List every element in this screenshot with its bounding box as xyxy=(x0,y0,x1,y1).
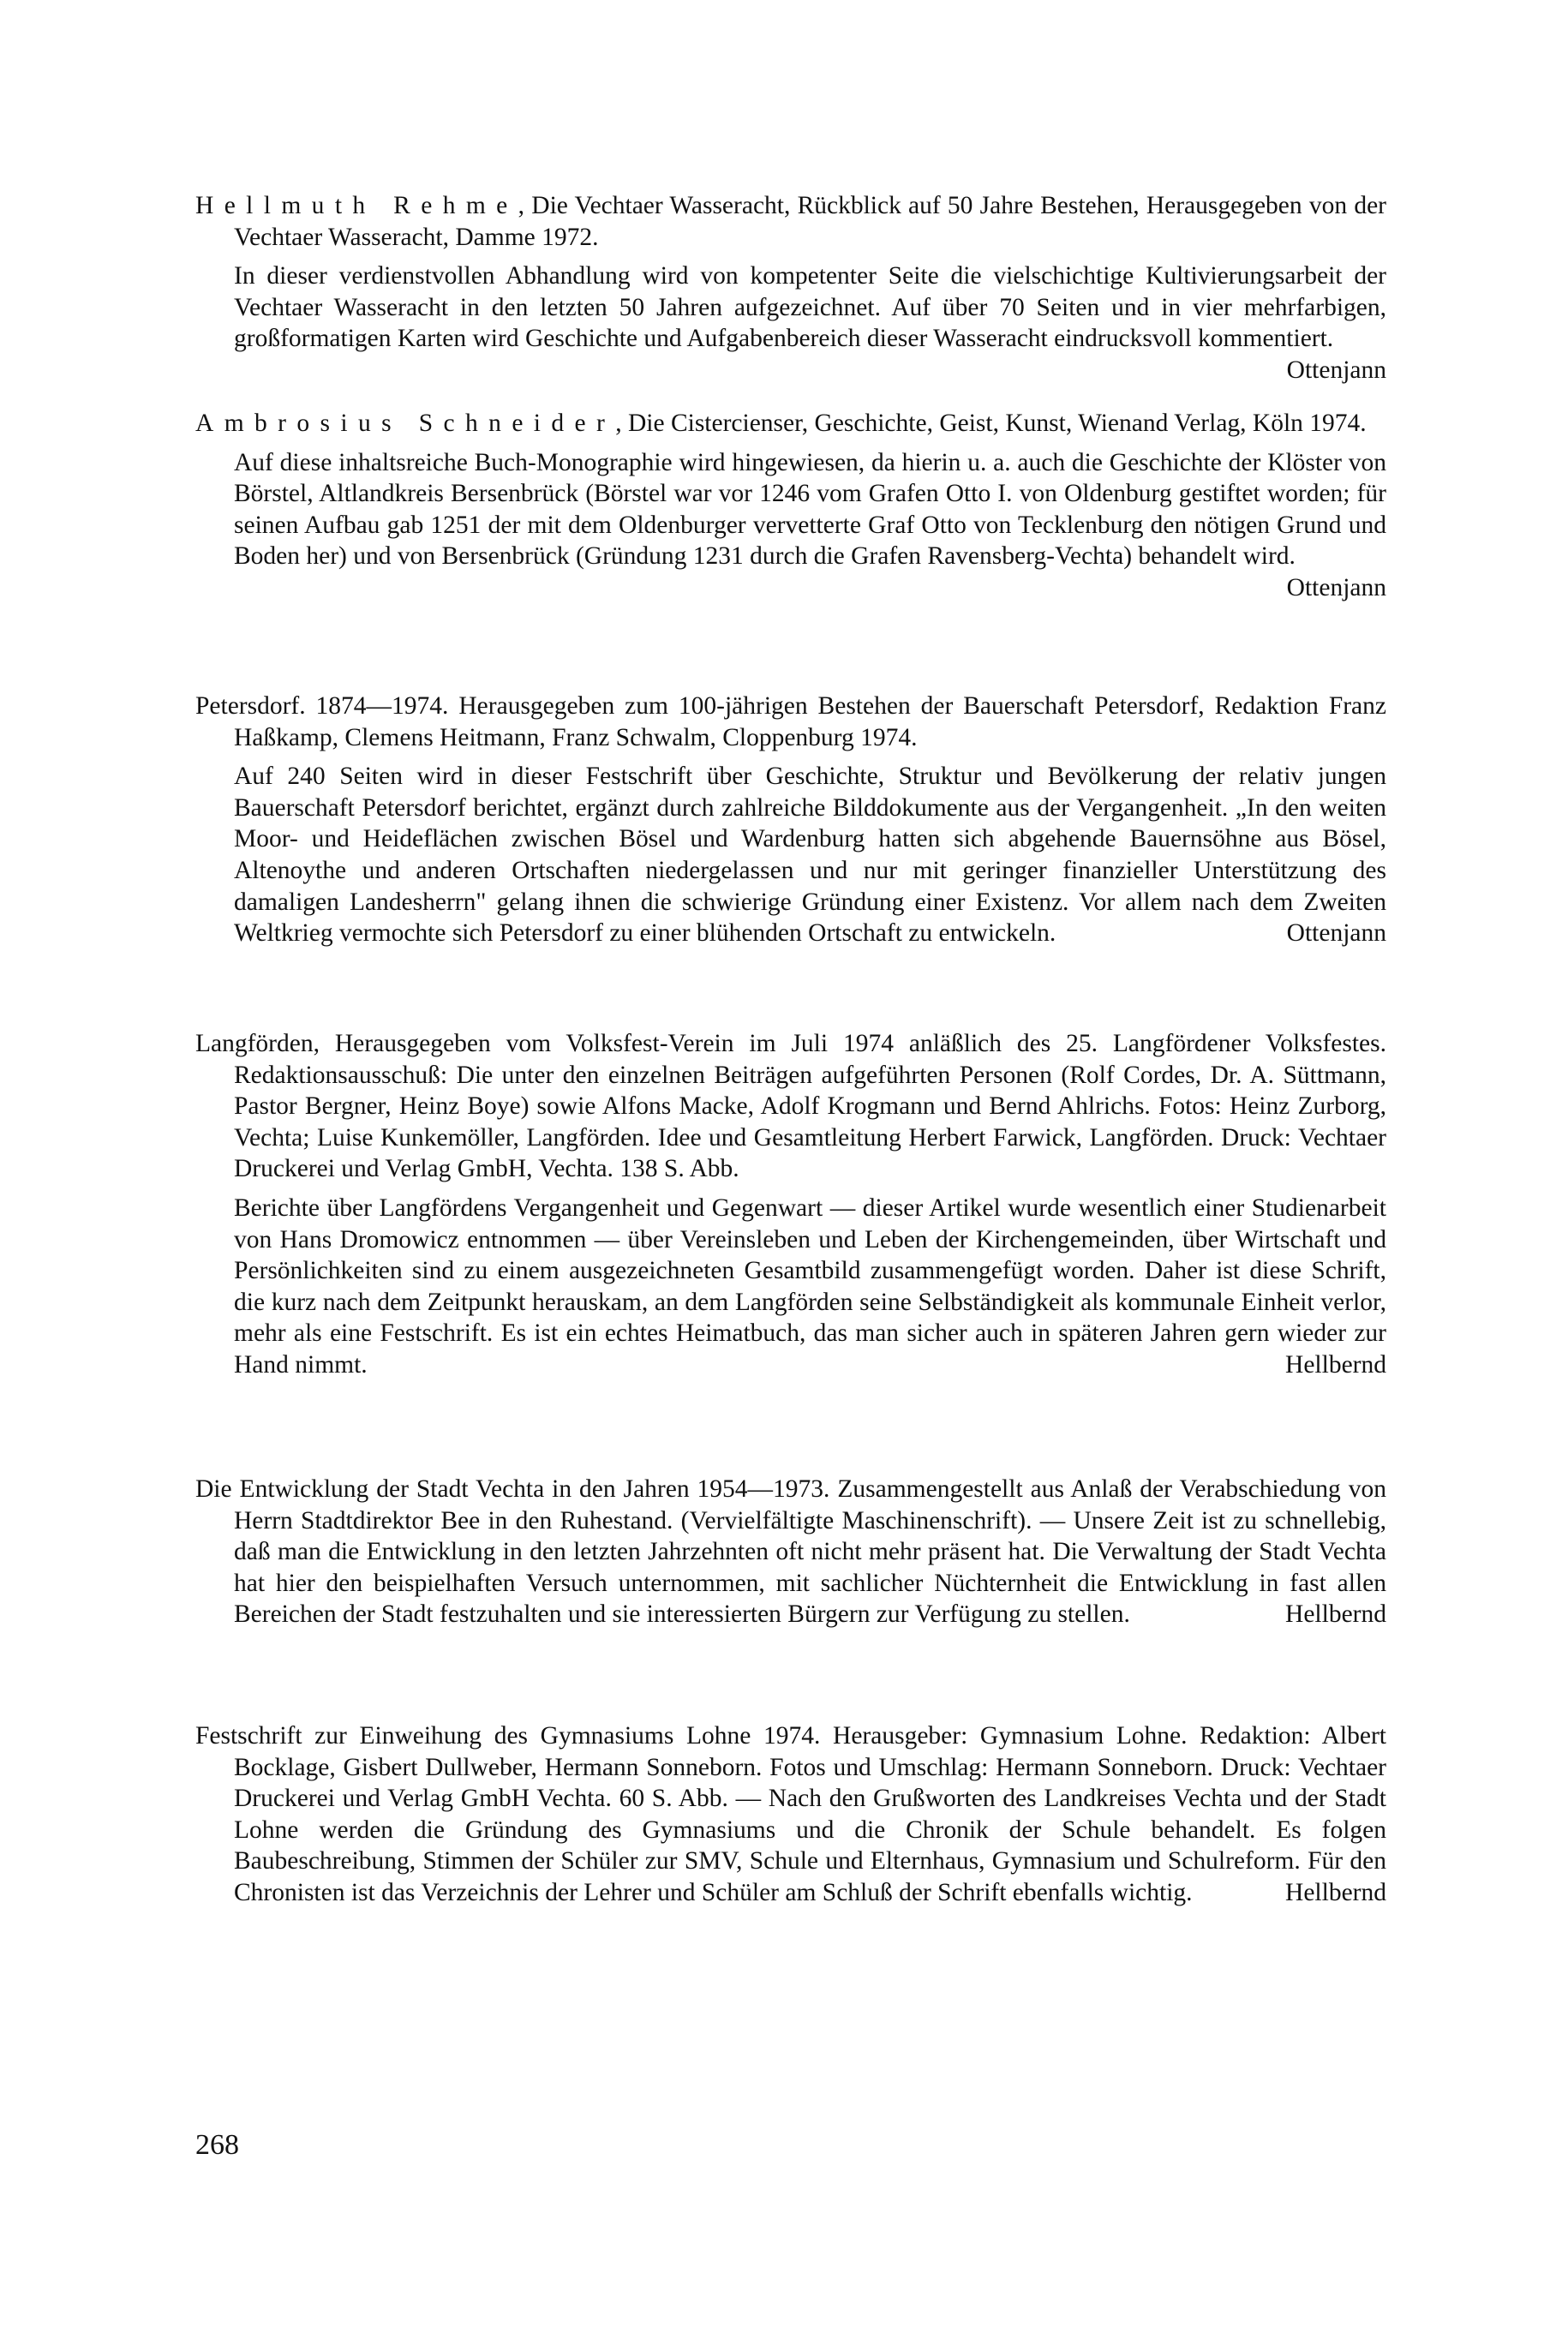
entry-reviewer: Hellbernd xyxy=(1285,1878,1386,1906)
entry-body xyxy=(234,1193,1386,1381)
entry-citation xyxy=(195,1028,1386,1185)
entry-citation xyxy=(195,190,1386,253)
entry-body xyxy=(234,447,1386,601)
entry-citation-text: Langförden, Herausgegeben vom Volksfest-Verein im Juli 1974 anläßlich des 25. Langfördener Volksfestes. Redaktionsausschuß: Die unter den einzelnen Beiträgen aufgeführten Personen (Rolf Cordes, Dr. A. Süttmann, Pastor Bergner, Heinz Boye) sowie Alfons Macke, Adolf Krogmann und Bernd Ahlrichs. Fotos: Heinz Zurborg, Vechta; Luise Kunkemöller, Langförden. Idee und Gesamtleitung Herbert Farwick, Langförden. Druck: Vechtaer Druckerei und Verlag GmbH, Vechta. 138 S. Abb. xyxy=(195,1030,1386,1183)
entry-body xyxy=(234,260,1386,384)
entry-body-text: In dieser verdienstvollen Abhandlung wird von kompetenter Seite die vielschichtige Kultivierungsarbeit der Vechtaer Wasseracht in den letzten 50 Jahren aufgezeichnet. Auf über 70 Seiten und in vier mehrfarbigen, großformatigen Karten wird Geschichte und Aufgabenbereich dieser Wasseracht eindrucksvoll kommentiert. xyxy=(234,262,1386,353)
page-number: 268 xyxy=(195,2129,239,2161)
entry-author: Ambrosius Schneider xyxy=(195,410,616,437)
entry-citation xyxy=(195,408,1386,440)
entry-body-text: Auf 240 Seiten wird in dieser Festschrift über Geschichte, Struktur und Bevölkerung der relativ jungen Bauerschaft Petersdorf berichtet, ergänzt durch zahlreiche Bilddokumente aus der Vergangenheit. „In den weiten Moor- und Heideflächen zwischen Bösel und Wardenburg hatten sich abgehende Bauernsöhne aus Bösel, Altenoythe und anderen Ortschaften niedergelassen und nur mit geringer finanzieller Unterstützung des damaligen Landesherrn" gelang ihnen die schwierige Gründung einer Existenz. Vor allem nach dem Zweiten Weltkrieg vermochte sich Petersdorf zu einer blühenden Ortschaft zu entwickeln. xyxy=(234,763,1386,948)
entry-reviewer: Hellbernd xyxy=(1285,1350,1386,1379)
review-entry-rehme xyxy=(195,190,1386,386)
entry-reviewer: Hellbernd xyxy=(1285,1600,1386,1629)
entry-citation xyxy=(195,691,1386,753)
entry-citation-text: Die Entwicklung der Stadt Vechta in den Jahren 1954—1973. Zusammengestellt aus Anlaß der Verabschiedung von Herrn Stadtdirektor Bee in den Ruhestand. (Vervielfältigte Maschinenschrift). — Unsere Zeit ist zu schnellebig, daß man die Entwicklung in den letzten Jahrzehnten oft nicht mehr präsent hat. Die Verwaltung der Stadt Vechta hat hier den beispielhaften Versuch unternommen, mit sachlicher Nüchternheit die Entwicklung in fast allen Bereichen der Stadt festzuhalten und sie interessierten Bürgern zur Verfügung zu stellen. xyxy=(195,1475,1386,1629)
entry-citation-text: Petersdorf. 1874—1974. Herausgegeben zum 100-jährigen Bestehen der Bauerschaft Petersdorf, Redaktion Franz Haßkamp, Clemens Heitmann, Franz Schwalm, Cloppenburg 1974. xyxy=(195,692,1386,751)
review-entry-langfoerden xyxy=(195,1028,1386,1381)
review-entry-vechta xyxy=(195,1474,1386,1630)
entry-body-text: Auf diese inhaltsreiche Buch-Monographie wird hingewiesen, da hierin u. a. auch die Geschichte der Klöster von Börstel, Altlandkreis Bersenbrück (Börstel war vor 1246 vom Grafen Otto I. von Oldenburg gestiftet worden; für seinen Aufbau gab 1251 der mit dem Oldenburger vervetterte Graf Otto von Tecklenburg den nötigen Grund und Boden her) und von Bersenbrück (Gründung 1231 durch die Grafen Ravensberg-Vechta) behandelt wird. xyxy=(234,448,1386,571)
entry-body xyxy=(234,761,1386,949)
entry-reviewer: Ottenjann xyxy=(1286,573,1386,601)
entry-body-text: Berichte über Langfördens Vergangenheit und Gegenwart — dieser Artikel wurde wesentlich einer Studienarbeit von Hans Dromowicz entnommen — über Vereinsleben und Leben der Kirchengemeinden, über Wirtschaft und Persönlichkeiten sind zu einem ausgezeichneten Gesamtbild zusammengefügt worden. Daher ist diese Schrift, die kurz nach dem Zeitpunkt herauskam, an dem Langförden seine Selbständigkeit als kommunale Einheit verlor, mehr als eine Festschrift. Es ist ein echtes Heimatbuch, das man sicher auch in späteren Jahren gern wieder zur Hand nimmt. xyxy=(234,1193,1386,1379)
entry-citation-text: , Die Cistercienser, Geschichte, Geist, Kunst, Wienand Verlag, Köln 1974. xyxy=(615,410,1367,437)
entry-reviewer: Ottenjann xyxy=(1286,919,1386,948)
entry-reviewer: Ottenjann xyxy=(1286,356,1386,384)
review-entry-gymnasium-lohne xyxy=(195,1720,1386,1909)
entry-citation xyxy=(195,1474,1386,1630)
review-entry-schneider xyxy=(195,408,1386,604)
review-entry-petersdorf xyxy=(195,691,1386,949)
entry-citation xyxy=(195,1720,1386,1909)
entry-citation-text: Festschrift zur Einweihung des Gymnasiums Lohne 1974. Herausgeber: Gymnasium Lohne. Redaktion: Albert Bocklage, Gisbert Dullweber, Hermann Sonneborn. Fotos und Umschlag: Hermann Sonneborn. Druck: Vechtaer Druckerei und Verlag GmbH Vechta. 60 S. Abb. — Nach den Grußworten des Landkreises Vechta und der Stadt Lohne werden die Gründung des Gymnasiums und die Chronik der Schule behandelt. Es folgen Baubeschreibung, Stimmen der Schüler zur SMV, Schule und Elternhaus, Gymnasium und Schulreform. Für den Chronisten ist das Verzeichnis der Lehrer und Schüler am Schluß der Schrift ebenfalls wichtig. xyxy=(195,1722,1386,1906)
entry-author: Hellmuth Rehme xyxy=(195,192,518,219)
entry-citation-text: , Die Vechtaer Wasseracht, Rückblick auf 50 Jahre Bestehen, Herausgegeben von der Vechtaer Wasseracht, Damme 1972. xyxy=(234,192,1386,251)
